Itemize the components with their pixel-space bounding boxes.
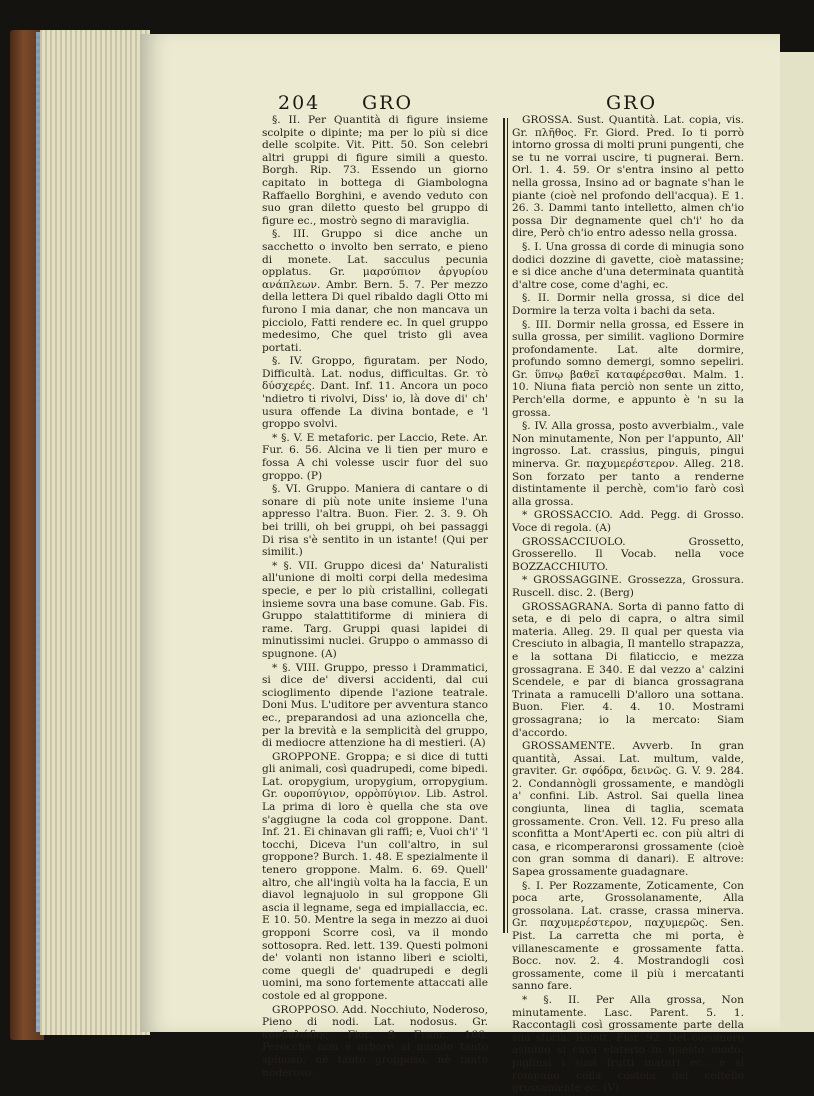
entry-paragraph: §. IV. Groppo, figuratam. per Nodo, Difficultà. Lat. nodus, difficultas. Gr. τὸ δύσχερές. Dant. Inf. 11. Ancora un poco 'ndietro ti rivolvi, Diss' io, là dove di' ch' usura offende La divina bontade, e 'l groppo svolvi. bbox=[262, 355, 488, 431]
running-head-left: GRO bbox=[362, 92, 414, 114]
column-rule bbox=[503, 118, 505, 933]
entry-paragraph: §. II. Dormir nella grossa, si dice del Dormire la terza volta i bachi da seta. bbox=[512, 292, 744, 317]
entry-paragraph: GROSSAMENTE. Avverb. In gran quantità, Assai. Lat. multum, valde, graviter. Gr. σφόδρα, δεινῶς. G. V. 9. 284. 2. Condannògli grossamente, e mandògli a' confini. Lib. Astrol. Sai quella linea congiunta, linea di taglia, scemata grossamente. Cron. Vell. 12. Fu preso alla sconfitta a Mont'Aperti ec. con più altri di casa, e ricomperaronsi grossamente (cioè con gran somma di danari). E altrove: Sapea grossamente guadagnare. bbox=[512, 740, 744, 879]
entry-paragraph: * GROSSACCIO. Add. Pegg. di Grosso. Voce di regola. (A) bbox=[512, 509, 744, 534]
facing-page-edge bbox=[780, 52, 814, 1032]
entry-paragraph: §. I. Una grossa di corde di minugia sono dodici dozzine di gavette, cioè matassine; e si dice anche d'una determinata quantità d'altre cose, come d'aghi, ec. bbox=[512, 240, 744, 291]
running-head-right: GRO bbox=[606, 92, 658, 114]
entry-paragraph: §. II. Per Quantità di figure insieme scolpite o dipinte; ma per lo più si dice delle scolpite. Vit. Pitt. 50. Son celebri altri gruppi di figure simili a questo. Borgh. Rip. 73. Essendo un giorno capitato in bottega di Giambologna Raffaello Borghini, e avendo veduto con suo gran diletto questo bel gruppo di figure ec., mostrò segno di maraviglia. bbox=[262, 114, 488, 227]
entry-paragraph: GROPPONE. Groppa; e si dice di tutti gli animali, così quadrupedi, come bipedi. Lat. oropygium, uropygium, orropygium. Gr. ουροπύγιον, ορρὸπύγιον. Lib. Astrol. La prima di loro è quella che sta ove s'aggiugne la coda col groppone. Dant. Inf. 21. Ei chinavan gli raffi; e, Vuoi ch'i' 'l tocchi, Diceva l'un coll'altro, in sul groppone? Burch. 1. 48. E spezialmente il tenero groppone. Malm. 6. 69. Quell' altro, che all'ingiù volta ha la faccia, E un diavol legnajuolo in sul groppone Gli ascia il legname, sega ed impiallaccia, ec. E 10. 50. Mentre la sega in mezzo ai duoi gropponi Scorre così, va il mondo sottosopra. Red. lett. 139. Questi polmoni de' volanti non istanno liberi e sciolti, come quegli de' quadrupedi e degli uomini, ma sono fortemente attaccati alle costole ed al groppone. bbox=[262, 750, 488, 1002]
entry-paragraph: * GROSSAGGINE. Grossezza, Grossura. Ruscell. disc. 2. (Berg) bbox=[512, 574, 744, 599]
entry-paragraph: §. IV. Alla grossa, posto avverbialm., vale Non minutamente, Non per l'appunto, All' ingrosso. Lat. crassius, pinguis, pingui minerva. Gr. παχυμερέστερον. Alleg. 218. Son forzato per tanto a renderne distintamente il perchè, com'io farò così alla grossa. bbox=[512, 420, 744, 508]
entry-paragraph: * §. V. E metaforic. per Laccio, Rete. Ar. Fur. 6. 56. Alcina ve li tien per muro e fossa A chi volesse uscir fuor del suo groppo. (P) bbox=[262, 431, 488, 482]
page-stack bbox=[40, 30, 150, 1035]
entry-paragraph: §. III. Gruppo si dice anche un sacchetto o involto ben serrato, e pieno di monete. Lat. sacculus pecunia opplatus. Gr. μαρσύπιον ἀργυρίου ανάπλεων. Ambr. Bern. 5. 7. Per mezzo della lettera Di quel ribaldo dagli Otto mi furono I mia danar, che non mancava un picciolo, Fatti rendere ec. In quel gruppo medesimo, Che quel tristo gli avea portati. bbox=[262, 228, 488, 354]
left-column bbox=[262, 114, 488, 1080]
page-number: 204 bbox=[278, 92, 321, 114]
entry-paragraph: GROSSACCIUOLO. Grossetto, Grosserello. Il Vocab. nella voce BOZZACCHIUTO. bbox=[512, 535, 744, 573]
entry-paragraph: * §. II. Per Alla grossa, Non minutamente. Lasc. Parent. 5. 1. Raccontagli così grossamente parte della sua storia. Ricett. Fior. 92. Del cocomero asinino si cava elaterio in questo modo: piglinsi i suoi frutti maturi ec., e si rompano colla costola del coltello grossamente ec. (V) bbox=[512, 993, 744, 1095]
column-rule-thin bbox=[507, 118, 508, 933]
entry-paragraph: §. III. Dormir nella grossa, ed Essere in sulla grossa, per similit. vagliono Dormire profondamente. Lat. alte dormire, profundo somno demergi, somno sepeliri. Gr. ὕπνῳ βαθεῖ καταφέρεσθαι. Malm. 1. 10. Niuna fiata perciò non sente un zitto, Perch'ella dorme, e appunto è 'n su la grossa. bbox=[512, 318, 744, 419]
entry-paragraph: GROSSA. Sust. Quantità. Lat. copia, vis. Gr. πλῆθος. Fr. Giord. Pred. Io ti porrò intorno grossa di molti pruni pungenti, che se tu ne vorrai uscire, ti pugnerai. Bern. Orl. 1. 4. 59. Or s'entra insino al petto nella grossa, Insino ad or bagnate s'han le piante (cioè nel profondo dell'acqua). E 1. 26. 3. Dammi tanto intelletto, almen ch'io possa Dir degnamente quel ch'i' ho da dire, Però ch'io entro adesso nella grossa. bbox=[512, 114, 744, 240]
entry-paragraph: * §. VII. Gruppo dicesi da' Naturalisti all'unione di molti corpi della medesima specie, e per lo più cristallini, collegati insieme sovra una base comune. Gab. Fis. Gruppo stalattitiforme di miniera di rame. Targ. Gruppi quasi lapidei di minutissimi nuclei. Gruppo o ammasso di spugnone. (A) bbox=[262, 559, 488, 660]
entry-paragraph: §. VI. Gruppo. Maniera di cantare o di sonare di più note unite insieme l'una appresso l'altra. Buon. Fier. 2. 3. 9. Oh bei trilli, oh bei gruppi, oh bei passaggi Di risa s'è sentito in un istante! (Qui per similit.) bbox=[262, 483, 488, 559]
entry-paragraph: §. I. Per Rozzamente, Zoticamente, Con poca arte, Grossolanamente, Alla grossolana. Lat. crasse, crassa minerva. Gr. παχυμερέστερον, παχυμερῶς. Sen. Pist. La carretta che mi porta, è villanescamente e grossamente fatta. Bocc. nov. 2. 4. Mostrandogli così grossamente, come il più i mercatanti sanno fare. bbox=[512, 879, 744, 993]
entry-paragraph: GROSSAGRANA. Sorta di panno fatto di seta, e di pelo di capra, o altra simil materia. Alleg. 29. Il qual per questa via Cresciuto in albagia, Il mantello strapazza, e la sottana Di filaticcio, e mezza grossagrana. E 340. E dal vezzo a' calzini Scendele, e par di bianca grossagrana Trinata a ramucelli D'alloro una sottana. Buon. Fier. 4. 4. 10. Mostrami grossagrana; io la mercato: Siam d'accordo. bbox=[512, 600, 744, 739]
entry-paragraph: * §. VIII. Gruppo, presso i Drammatici, si dice de' diversi accidenti, dal cui scioglimento dipende l'azione teatrale. Doni Mus. L'uditore per avventura stanco ec., preparandosi ad una azioncella che, per la brevità e la semplicità del gruppo, di mediocre attenzione ha di mestieri. (A) bbox=[262, 661, 488, 750]
right-column bbox=[512, 114, 744, 1096]
entry-paragraph: GROPPOSO. Add. Nocchiuto, Noderoso, Pieno di nodi. Lat. nodosus. Gr. κονδυλώδης. Fior. S. Franc. 166. Perocchè non è arbore al mondo tanto spinoso, nè tanto gropposo, nè tanto noderoso. bbox=[262, 1003, 488, 1079]
